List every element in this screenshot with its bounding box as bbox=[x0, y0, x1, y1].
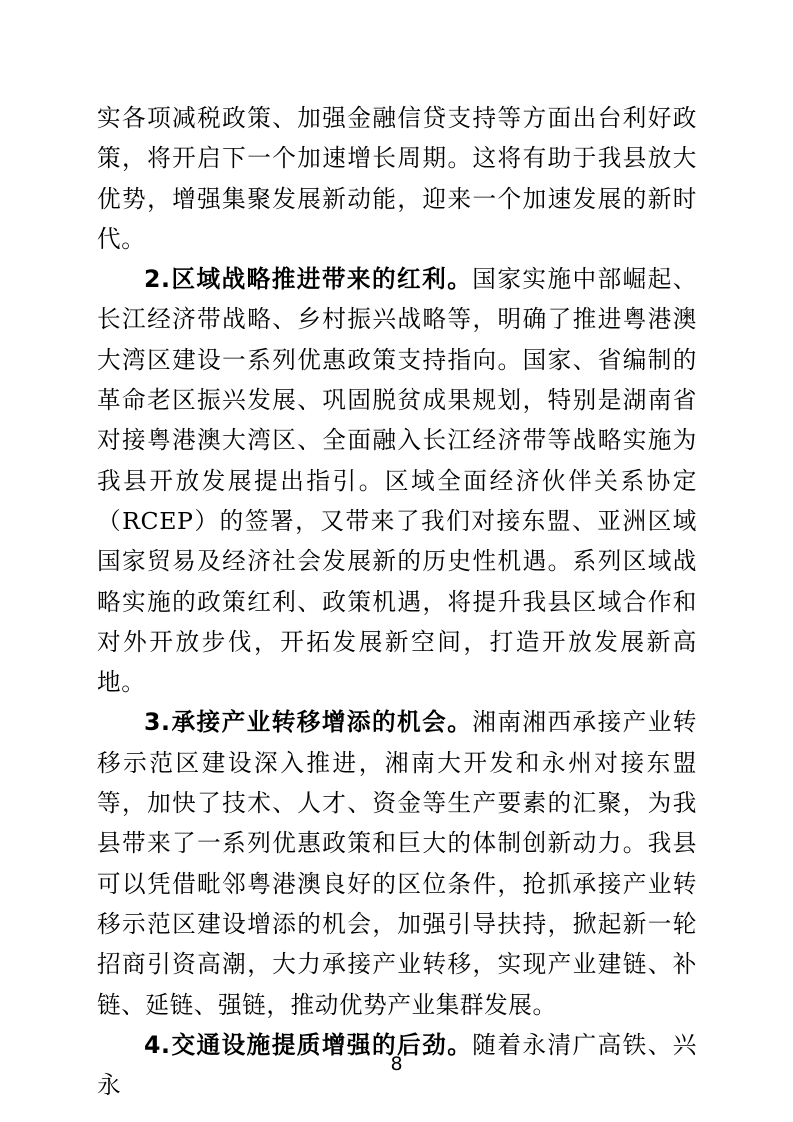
paragraph-heading: 2.区域战略推进带来的红利。 bbox=[144, 265, 473, 294]
paragraph-body: 随着永清广高铁、兴永 bbox=[97, 1030, 697, 1100]
paragraph-regional-strategy bbox=[97, 259, 697, 702]
document-page bbox=[97, 98, 697, 1105]
paragraph-body: 实各项减税政策、加强金融信贷支持等方面出台利好政策，将开启下一个加速增长周期。这将有助于我县放大优势，增强集聚发展新动能，迎来一个加速发展的新时代。 bbox=[97, 104, 697, 253]
page-number: 8 bbox=[390, 1053, 403, 1075]
paragraph-heading: 4.交通设施提质增强的后劲。 bbox=[144, 1030, 473, 1059]
paragraph-heading: 3.承接产业转移增添的机会。 bbox=[144, 708, 473, 737]
paragraph-body: 国家实施中部崛起、长江经济带战略、乡村振兴战略等，明确了推进粤港澳大湾区建设一系列优惠政策支持指向。国家、省编制的革命老区振兴发展、巩固脱贫成果规划，特别是湖南省对接粤港澳大湾区、全面融入长江经济带等战略实施为我县开放发展提出指引。区域全面经济伙伴关系协定（RCEP）的签署，又带来了我们对接东盟、亚洲区域国家贸易及经济社会发展新的历史性机遇。系列区域战略实施的政策红利、政策机遇，将提升我县区域合作和对外开放步伐，开拓发展新空间，打造开放发展新高地。 bbox=[97, 265, 697, 697]
paragraph-continuation bbox=[97, 98, 697, 259]
paragraph-body: 湘南湘西承接产业转移示范区建设深入推进，湘南大开发和永州对接东盟等，加快了技术、人才、资金等生产要素的汇聚，为我县带来了一系列优惠政策和巨大的体制创新动力。我县可以凭借毗邻粤港澳良好的区位条件，抢抓承接产业转移示范区建设增添的机会，加强引导扶持，掀起新一轮招商引资高潮，大力承接产业转移，实现产业建链、补链、延链、强链，推动优势产业集群发展。 bbox=[97, 708, 697, 1019]
paragraph-industry-transfer bbox=[97, 702, 697, 1024]
